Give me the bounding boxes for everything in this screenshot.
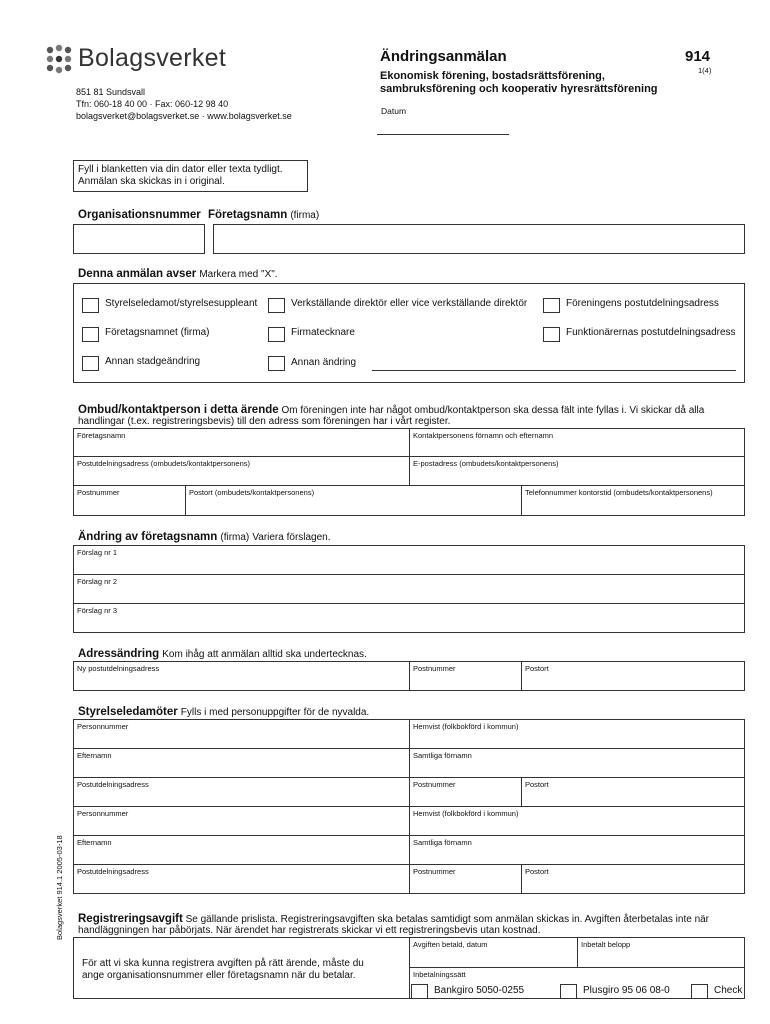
ledamot2-postort-field[interactable]: [521, 864, 745, 894]
page-indicator: 1(4): [698, 66, 712, 75]
option-foreningens-adress: Föreningens postutdelningsadress: [566, 298, 719, 309]
avgift-note-line2: handläggningen har påbörjats. När ärendet har registrerats skickar vi ett registreringsbevis utan kostnad.: [78, 925, 541, 936]
checkbox-bankgiro[interactable]: [411, 984, 428, 999]
option-firmatecknare: Firmatecknare: [291, 327, 355, 338]
ombud-postort-label: Postort (ombudets/kontaktpersonens): [189, 488, 315, 497]
instructions-box: [73, 160, 308, 192]
checkbox-check[interactable]: [691, 984, 708, 999]
ledamot1-hemvist-field[interactable]: [409, 719, 745, 749]
adress-postnummer-field[interactable]: [409, 661, 522, 691]
ombud-postort-field[interactable]: [185, 485, 522, 516]
checkbox-vd[interactable]: [268, 298, 285, 313]
avgift-info-line2: ange organisationsnummer eller företagsnamn när du betalar.: [82, 970, 356, 981]
avgift-info-box: [73, 937, 410, 999]
ledamot2-personnummer-field[interactable]: [73, 806, 410, 836]
belopp-label: Inbetalt belopp: [581, 940, 631, 949]
ledamot2-postadress-label: Postutdelningsadress: [77, 867, 149, 876]
option-stadgeandring: Annan stadgeändring: [105, 356, 201, 367]
inbetalningssatt-label: Inbetalningssätt: [413, 970, 466, 979]
instructions-line1: Fyll i blanketten via din dator eller texta tydligt.: [78, 164, 283, 175]
betald-datum-label: Avgiften betald, datum: [413, 940, 488, 949]
ledamot1-postnummer-label: Postnummer: [413, 780, 456, 789]
ny-adress-label: Ny postutdelningsadress: [77, 664, 160, 673]
adress-heading: Adressändring Kom ihåg att anmälan alltid ska undertecknas.: [78, 648, 367, 660]
ledamot1-fornamn-field[interactable]: [409, 748, 745, 778]
ledamot1-postort-field[interactable]: [521, 777, 745, 807]
address-line: 851 81 Sundsvall: [76, 87, 146, 97]
ledamot1-efternamn-field[interactable]: [73, 748, 410, 778]
namnandring-heading: Ändring av företagsnamn (firma) Variera förslagen.: [78, 531, 331, 543]
ledamot2-fornamn-field[interactable]: [409, 835, 745, 865]
forslag-3-label: Förslag nr 3: [77, 606, 118, 615]
form-title: Ändringsanmälan: [380, 48, 507, 65]
ledamot2-postnummer-field[interactable]: [409, 864, 522, 894]
avser-box: [73, 283, 745, 383]
forslag-3-field[interactable]: [73, 603, 745, 633]
styrelse-heading: Styrelseledamöter Fylls i med personuppgifter för de nyvalda.: [78, 706, 370, 718]
checkbox-styrelseledamot[interactable]: [82, 298, 99, 313]
ledamot1-personnummer-label: Personnummer: [77, 722, 129, 731]
checkbox-plusgiro[interactable]: [560, 984, 577, 999]
ombud-epost-field[interactable]: [409, 456, 745, 486]
ledamot2-fornamn-label: Samtliga förnamn: [413, 838, 472, 847]
checkbox-firmatecknare[interactable]: [268, 327, 285, 342]
ombud-postnummer-label: Postnummer: [77, 488, 120, 497]
ledamot1-postort-label: Postort: [525, 780, 549, 789]
option-vd: Verkställande direktör eller vice verkställande direktör: [291, 298, 528, 309]
option-foretagsnamn: Företagsnamnet (firma): [105, 327, 210, 338]
checkbox-annan-andring[interactable]: [268, 356, 285, 371]
ledamot1-personnummer-field[interactable]: [73, 719, 410, 749]
logo-text: Bolagsverket: [78, 44, 227, 72]
ombud-postadress-label: Postutdelningsadress (ombudets/kontaktpersonens): [77, 459, 251, 468]
option-plusgiro: Plusgiro 95 06 08-0: [583, 985, 670, 996]
form-number: 914: [685, 48, 711, 65]
ombud-telefon-label: Telefonnummer kontorstid (ombudets/kontaktpersonens): [525, 488, 713, 497]
option-annan-andring: Annan ändring: [291, 357, 357, 368]
ledamot2-postort-label: Postort: [525, 867, 549, 876]
checkbox-foretagsnamn[interactable]: [82, 327, 99, 342]
company-name-input[interactable]: [213, 224, 745, 254]
ombud-foretagsnamn-field[interactable]: [73, 428, 410, 457]
subtitle-line2: sambruksförening och kooperativ hyresrättsförening: [380, 83, 658, 95]
checkbox-stadgeandring[interactable]: [82, 356, 99, 371]
checkbox-funktionarer-adress[interactable]: [543, 327, 560, 342]
ombud-heading: Ombud/kontaktperson i detta ärende Om föreningen inte har något ombud/kontaktperson ska dessa fält inte fyllas i. Vi skickar då alla: [78, 404, 705, 416]
ombud-foretagsnamn-label: Företagsnamn: [77, 431, 126, 440]
email-line: bolagsverket@bolagsverket.se · www.bolagsverket.se: [76, 111, 292, 121]
ledamot2-hemvist-label: Hemvist (folkbokförd i kommun): [413, 809, 519, 818]
ledamot1-postadress-label: Postutdelningsadress: [77, 780, 149, 789]
datum-label: Datum: [381, 106, 407, 116]
ledamot1-postadress-field[interactable]: [73, 777, 410, 807]
annan-andring-field[interactable]: [372, 370, 736, 371]
ombud-telefon-field[interactable]: [521, 485, 745, 516]
ombud-kontaktperson-label: Kontaktpersonens förnamn och efternamn: [413, 431, 554, 440]
ombud-kontaktperson-field[interactable]: [409, 428, 745, 457]
belopp-field[interactable]: [577, 937, 745, 968]
ledamot2-efternamn-field[interactable]: [73, 835, 410, 865]
ledamot2-efternamn-label: Efternamn: [77, 838, 112, 847]
ombud-postnummer-field[interactable]: [73, 485, 186, 516]
inbetalningssatt-box: [409, 967, 745, 999]
ledamot1-hemvist-label: Hemvist (folkbokförd i kommun): [413, 722, 519, 731]
adress-postort-field[interactable]: [521, 661, 745, 691]
ledamot2-postadress-field[interactable]: [73, 864, 410, 894]
forslag-1-label: Förslag nr 1: [77, 548, 118, 557]
option-funktionarer-adress: Funktionärernas postutdelningsadress: [566, 327, 736, 338]
ombud-postadress-field[interactable]: [73, 456, 410, 486]
ledamot2-personnummer-label: Personnummer: [77, 809, 129, 818]
ledamot1-fornamn-label: Samtliga förnamn: [413, 751, 472, 760]
instructions-line2: Anmälan ska skickas in i original.: [78, 176, 225, 187]
betald-datum-field[interactable]: [409, 937, 578, 968]
option-styrelseledamot: Styrelseledamot/styrelsesuppleant: [105, 298, 258, 309]
ombud-epost-label: E-postadress (ombudets/kontaktpersonens): [413, 459, 559, 468]
adress-postort-label: Postort: [525, 664, 549, 673]
ombud-note-line2: handlingar (t.ex. registreringsbevis) till den adress som föreningen har i vårt register.: [78, 416, 451, 427]
datum-field[interactable]: [377, 134, 509, 135]
avgift-heading: Registreringsavgift Se gällande prislista. Registreringsavgiften ska betalas samtidigt som anmälan skickas in. Avgiften återbetalas inte när: [78, 913, 710, 925]
ledamot1-postnummer-field[interactable]: [409, 777, 522, 807]
phone-line: Tfn: 060-18 40 00 · Fax: 060-12 98 40: [76, 99, 229, 109]
orgnr-input[interactable]: [73, 224, 205, 254]
ledamot2-hemvist-field[interactable]: [409, 806, 745, 836]
avser-heading: Denna anmälan avser Markera med "X".: [78, 268, 278, 280]
orgnr-label: Organisationsnummer: [78, 209, 201, 221]
checkbox-foreningens-adress[interactable]: [543, 298, 560, 313]
forslag-2-field[interactable]: [73, 574, 745, 604]
side-text: Bolagsverket 914.1 2005-03-18: [55, 835, 64, 940]
ny-adress-field[interactable]: [73, 661, 410, 691]
company-name-label: Företagsnamn (firma): [208, 209, 320, 221]
avgift-info-line1: För att vi ska kunna registrera avgiften på rätt ärende, måste du: [82, 958, 364, 969]
option-check: Check: [714, 985, 743, 996]
ledamot2-postnummer-label: Postnummer: [413, 867, 456, 876]
option-bankgiro: Bankgiro 5050-0255: [434, 985, 525, 996]
adress-postnummer-label: Postnummer: [413, 664, 456, 673]
forslag-1-field[interactable]: [73, 545, 745, 575]
forslag-2-label: Förslag nr 2: [77, 577, 118, 586]
ledamot1-efternamn-label: Efternamn: [77, 751, 112, 760]
subtitle-line1: Ekonomisk förening, bostadsrättsförening,: [380, 70, 605, 82]
logo: [44, 44, 74, 74]
